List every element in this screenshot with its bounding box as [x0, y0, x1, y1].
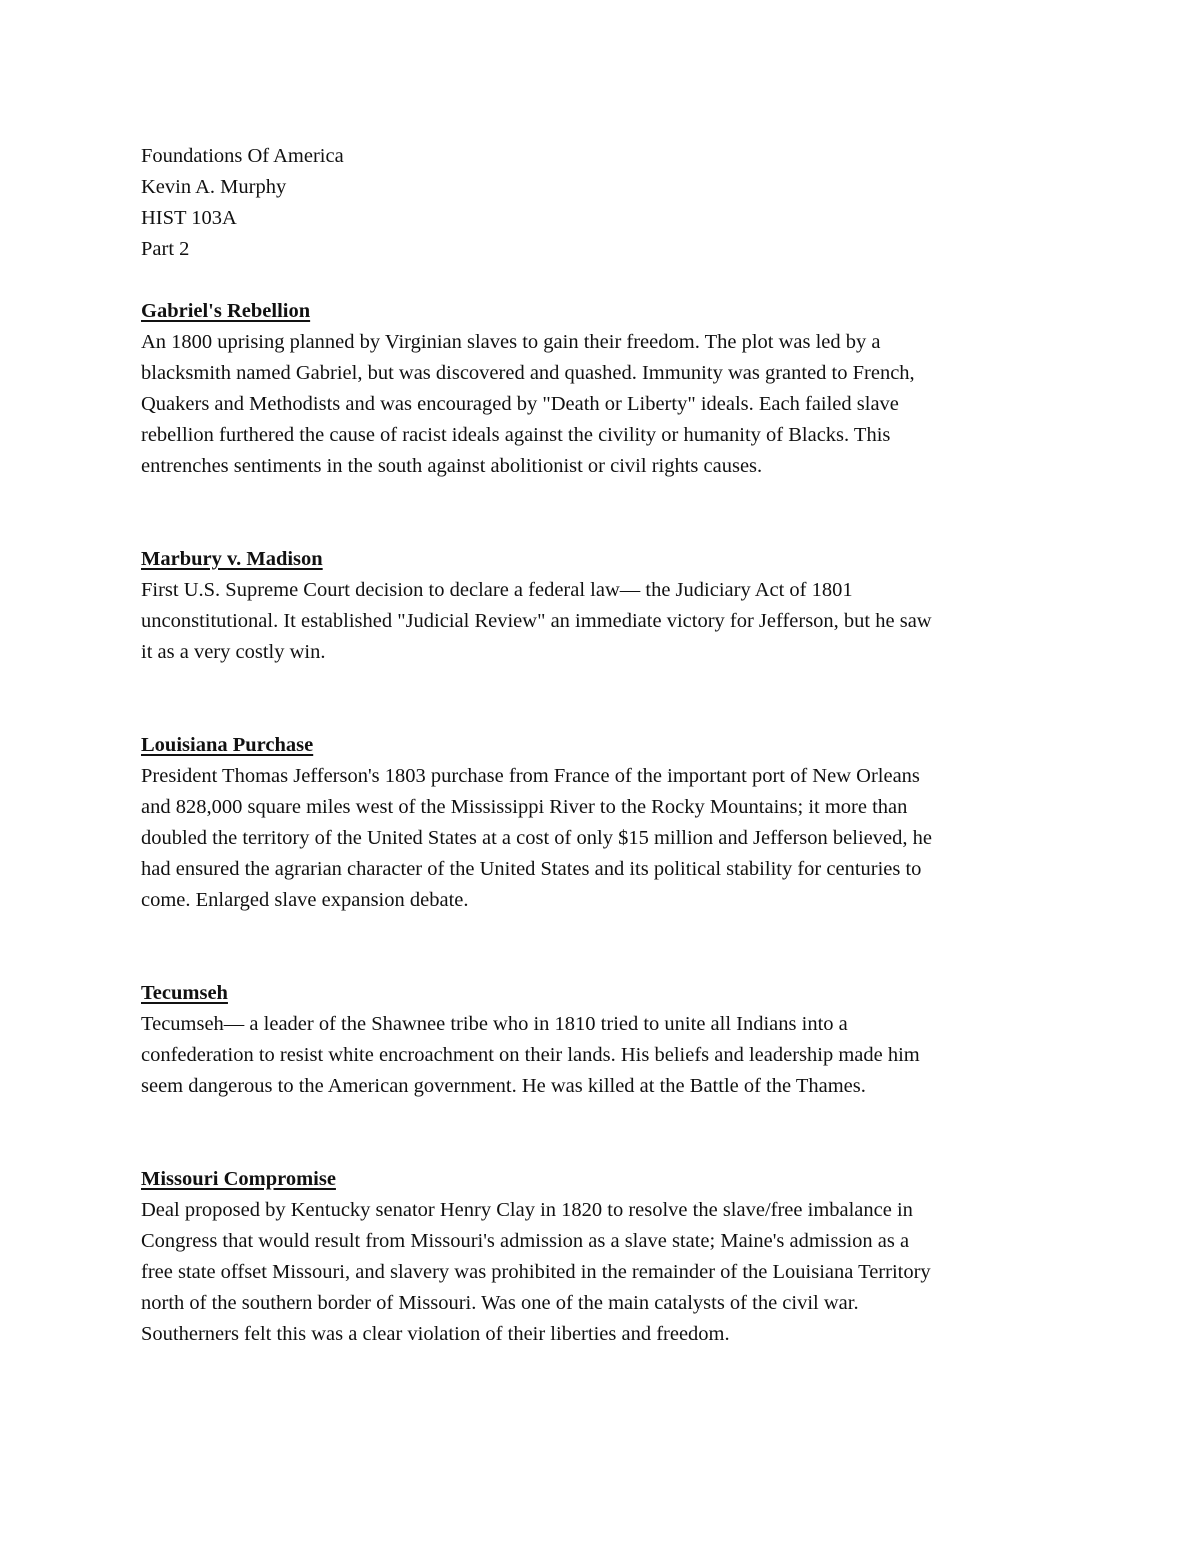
section-body	[141, 1195, 1071, 1350]
body-line: Tecumseh— a leader of the Shawnee tribe who in 1810 tried to unite all Indians into a	[141, 1013, 848, 1035]
section-body	[141, 327, 1071, 482]
section-body	[141, 575, 1071, 668]
section-spacer	[141, 1102, 1071, 1164]
body-line: Deal proposed by Kentucky senator Henry Clay in 1820 to resolve the slave/free imbalance in	[141, 1199, 913, 1221]
section-louisiana-purchase	[141, 730, 1071, 916]
body-line: Quakers and Methodists and was encouraged by "Death or Liberty" ideals. Each failed slave	[141, 393, 899, 415]
section-body	[141, 761, 1071, 916]
section-marbury-v-madison	[141, 544, 1071, 668]
section-title: Tecumseh	[141, 982, 228, 1004]
document-content	[141, 141, 1071, 1350]
section-missouri-compromise	[141, 1164, 1071, 1350]
section-body	[141, 1009, 1071, 1102]
section-gabriels-rebellion	[141, 296, 1071, 482]
section-spacer	[141, 482, 1071, 544]
body-line: Congress that would result from Missouri's admission as a slave state; Maine's admission as a	[141, 1230, 910, 1252]
section-spacer	[141, 668, 1071, 730]
section-title: Missouri Compromise	[141, 1168, 336, 1190]
body-line: confederation to resist white encroachment on their lands. His beliefs and leadership made him	[141, 1044, 920, 1066]
body-line: First U.S. Supreme Court decision to declare a federal law— the Judiciary Act of 1801	[141, 579, 853, 601]
body-line: rebellion furthered the cause of racist ideals against the civility or humanity of Blacks. This	[141, 424, 891, 446]
author-name: Kevin A. Murphy	[141, 176, 287, 198]
course-code: HIST 103A	[141, 207, 237, 229]
section-title: Gabriel's Rebellion	[141, 300, 311, 322]
body-line: and 828,000 square miles west of the Mississippi River to the Rocky Mountains; it more than	[141, 796, 908, 818]
body-line: seem dangerous to the American government. He was killed at the Battle of the Thames.	[141, 1075, 866, 1097]
section-spacer	[141, 916, 1071, 978]
course-title: Foundations Of America	[141, 145, 344, 167]
body-line: blacksmith named Gabriel, but was discovered and quashed. Immunity was granted to French,	[141, 362, 915, 384]
section-title: Louisiana Purchase	[141, 734, 314, 756]
body-line: north of the southern border of Missouri. Was one of the main catalysts of the civil war.	[141, 1292, 859, 1314]
part-label: Part 2	[141, 238, 190, 260]
section-title: Marbury v. Madison	[141, 548, 323, 570]
document-header	[141, 141, 1071, 265]
body-line: doubled the territory of the United States at a cost of only $15 million and Jefferson believed, he	[141, 827, 932, 849]
body-line: entrenches sentiments in the south against abolitionist or civil rights causes.	[141, 455, 763, 477]
body-line: An 1800 uprising planned by Virginian slaves to gain their freedom. The plot was led by a	[141, 331, 881, 353]
body-line: Southerners felt this was a clear violation of their liberties and freedom.	[141, 1323, 730, 1345]
body-line: had ensured the agrarian character of the United States and its political stability for centuries to	[141, 858, 922, 880]
body-line: free state offset Missouri, and slavery was prohibited in the remainder of the Louisiana Territory	[141, 1261, 931, 1283]
body-line: President Thomas Jefferson's 1803 purchase from France of the important port of New Orleans	[141, 765, 920, 787]
body-line: it as a very costly win.	[141, 641, 326, 663]
body-line: unconstitutional. It established "Judicial Review" an immediate victory for Jefferson, but he saw	[141, 610, 932, 632]
body-line: come. Enlarged slave expansion debate.	[141, 889, 469, 911]
section-tecumseh	[141, 978, 1071, 1102]
